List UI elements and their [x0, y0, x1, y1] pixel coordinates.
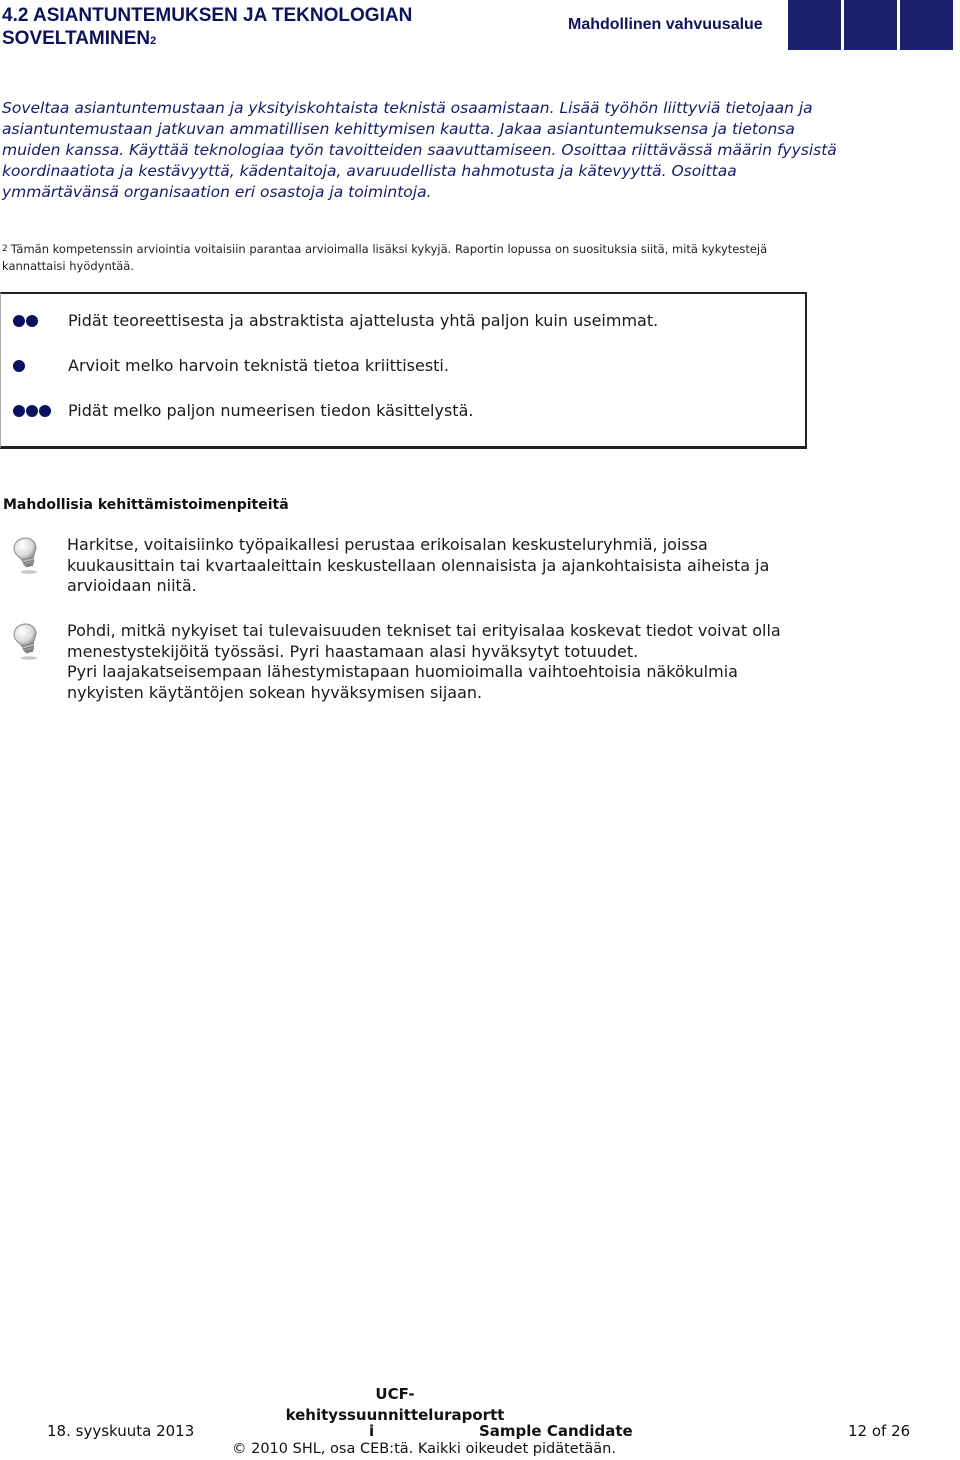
tip-paragraph: Harkitse, voitaisiinko työpaikallesi perustaa erikoisalan keskusteluryhmiä, joissa kuukausittain tai kvartaaleittain keskustellaan olennaisista ja ajankohtaisista aiheista ja arvioidaan niitä.: [67, 535, 770, 595]
report-title-line: kehityssuunnitteluraportt: [285, 1406, 505, 1424]
report-title: [250, 1384, 540, 1426]
footnote-text: Tämän kompetenssin arviointia voitaisiin parantaa arvioimalla lisäksi kykyjä. Raportin lopussa on suosituksia siitä, mitä kykytestejä kannattaisi hyödyntää.: [2, 242, 768, 273]
lightbulb-icon: [12, 536, 40, 574]
rating-dots: [13, 360, 25, 372]
rating-dot-icon: [13, 315, 25, 327]
page-number: 12 of 26: [848, 1422, 911, 1440]
rating-dot-icon: [13, 405, 25, 417]
page-title-line1: 4.2 ASIANTUNTEMUKSEN JA TEKNOLOGIAN: [2, 5, 413, 26]
rating-box: [844, 0, 897, 50]
report-title-line: UCF-: [375, 1385, 415, 1403]
lightbulb-icon: [12, 622, 40, 660]
candidate-name: Sample Candidate: [479, 1422, 633, 1440]
intro-sentence: Soveltaa asiantuntemustaan ja yksityiskohtaista teknistä osaamistaan.: [2, 99, 555, 117]
rating-dot-icon: [26, 405, 38, 417]
assessment-text: Pidät teoreettisesta ja abstraktista ajattelusta yhtä paljon kuin useimmat.: [68, 311, 659, 330]
page-title: [2, 4, 522, 53]
intro-sentence: Osoittaa ymmärtävänsä organisaation eri osastoja ja toimintoja.: [2, 162, 737, 201]
rating-dot-icon: [13, 360, 25, 372]
footnote-mark: 2: [2, 244, 8, 254]
strength-label: Mahdollinen vahvuusalue: [568, 16, 763, 33]
page-title-line2-text: SOVELTAMINEN: [2, 28, 151, 49]
tip-paragraph: Pyri laajakatseisempaan lähestymistapaan huomioimalla vaihtoehtoisia näkökulmia nykyisten käytäntöjen sokean hyväksymisen sijaan.: [67, 662, 738, 702]
assessment-box: [0, 292, 807, 449]
copyright: © 2010 SHL, osa CEB:tä. Kaikki oikeudet pidätetään.: [232, 1441, 616, 1457]
assessment-text: Pidät melko paljon numeerisen tiedon käsittelystä.: [68, 401, 474, 420]
footnote-reference: 2: [150, 35, 157, 47]
footnote: [2, 241, 832, 275]
intro-sentence: Lisää työhön liittyviä tietojaan ja asiantuntemustaan jatkuvan ammatillisen kehittymisen kautta.: [2, 99, 813, 138]
intro-sentence: Käyttää teknologiaa työn tavoitteiden saavuttamiseen.: [129, 141, 557, 159]
development-tip: [67, 535, 807, 597]
rating-dot-icon: [39, 405, 51, 417]
rating-dot-icon: [26, 315, 38, 327]
intro-sentence: Jakaa asiantuntemuksensa ja tietonsa muiden kanssa.: [2, 120, 795, 159]
development-heading: Mahdollisia kehittämistoimenpiteitä: [3, 497, 289, 513]
page-title-line2: [2, 27, 522, 53]
competency-description: [2, 98, 842, 203]
rating-dots: [13, 405, 51, 417]
assessment-text: Arvioit melko harvoin teknistä tietoa kriittisesti.: [68, 356, 449, 375]
rating-box: [900, 0, 953, 50]
intro-sentence: Osoittaa riittävässä määrin fyysistä koordinaatiota ja kestävyyttä, kädentaitoja, avaruudellista hahmotusta ja kätevyyttä.: [2, 141, 837, 180]
development-tip: [67, 621, 807, 703]
rating-box: [788, 0, 841, 50]
tip-paragraph: Pohdi, mitkä nykyiset tai tulevaisuuden tekniset tai erityisalaa koskevat tiedot voivat olla menestystekijöitä työssäsi. Pyri haastamaan alasi hyväksytyt totuudet.: [67, 621, 781, 661]
report-title-line: i: [369, 1422, 375, 1440]
footer-date: 18. syyskuuta 2013: [47, 1422, 195, 1440]
rating-boxes: [788, 0, 953, 50]
rating-dots: [13, 315, 38, 327]
